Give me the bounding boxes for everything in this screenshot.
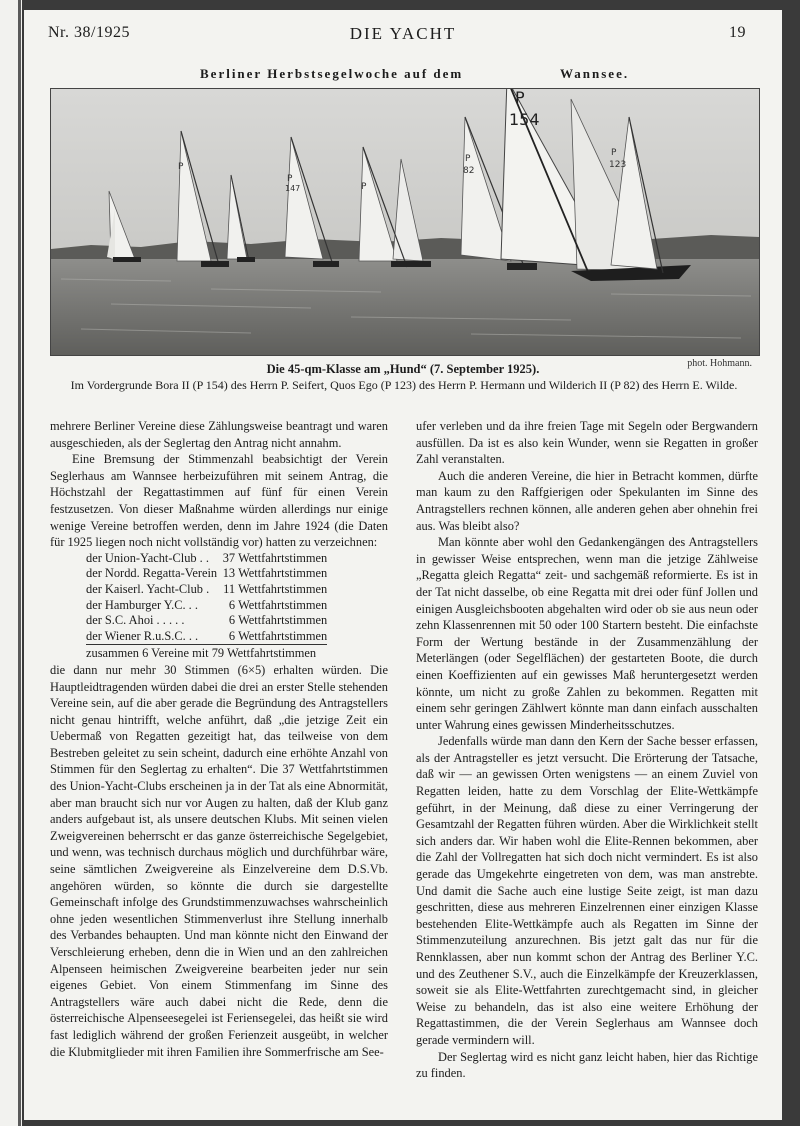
text-column-right bbox=[416, 418, 758, 1082]
caption-text: Im Vordergrunde Bora II (P 154) des Herrn P. Seifert, Quos Ego (P 123) des Herrn P. Hermann und Wilderich II (P 82) des Herrn E. Wilde. bbox=[70, 378, 738, 392]
regatta-photo bbox=[50, 88, 760, 356]
text-column-left bbox=[50, 418, 388, 1060]
table-row: der Union-Yacht-Club . . 37 Wettfahrtstimmen bbox=[86, 550, 328, 565]
vote-table bbox=[86, 551, 327, 646]
page-number: 19 bbox=[729, 24, 746, 41]
magazine-page bbox=[24, 10, 782, 1120]
table-row: der S.C. Ahoi . . . . . 6 Wettfahrtstimmen bbox=[86, 613, 328, 628]
table-total: zusammen 6 Vereine mit 79 Wettfahrtstimmen bbox=[86, 646, 317, 661]
svg-text:P: P bbox=[287, 174, 293, 184]
svg-text:P: P bbox=[178, 162, 184, 172]
svg-text:82: 82 bbox=[463, 166, 475, 176]
magazine-title: DIE YACHT bbox=[349, 24, 457, 43]
paragraph: mehrere Berliner Vereine diese Zählungsweise beantragt und waren ausgeschieden, als der Seglertag den Antrag nicht annahm. bbox=[50, 419, 388, 450]
article-heading-end: Wannsee. bbox=[560, 66, 630, 81]
paragraph: Auch die anderen Vereine, die hier in Betracht kommen, dürfte man kaum zu den Raffgierigen oder Spekulanten im Sinne des Antragstellers rechnen können, alle anderen gehen aber ohnehin frei aus. Was bleibt also? bbox=[416, 468, 758, 533]
table-row: der Nordd. Regatta-Verein 13 Wettfahrtstimmen bbox=[86, 566, 328, 581]
svg-text:P: P bbox=[465, 154, 471, 164]
paragraph: die dann nur mehr 30 Stimmen (6×5) erhalten würden. Die Hauptleidtragenden würden dabei die drei an erster Stelle stehenden Vereine sein, auf die aber gerade die Begründung des Antragstellers nicht genau hintrifft, welche anführt, daß „die jetzige Zeit ein Uebermaß von Regatten gezeitigt hat, das teilweise von dem Bestreben geleitet zu sein scheint, dadurch eine erhöhte Anzahl von Stimmen für den Seglertag zu erhalten“. Die 37 Wettfahrtstimmen des Union-Yacht-Clubs erscheinen ja in der Tat als eine Abnormität, aber man braucht sich nur vor Augen zu halten, daß der Klub ganz anders aufgebaut ist, als unsere deutschen Klubs. Mit seinen vielen Zweigvereinen beherrscht er das ganze österreichische Segelgebiet, und wenn, was technisch durchaus möglich und durchführbar wäre, seine sämtlichen Zweigvereine als Einzelvereine dem D.S.Vb. angehören würden, so könnte die durch sie dargestellte Gemeinschaft infolge des Grundstimmenzuwachses wahrscheinlich ohne jeden wesentlichen Stimmenverlust ihre Stellung innerhalb des Verbandes behaupten. Und man könnte nicht den Einwand der Verschleierung erheben, denn die in Wien und an den zahlreichen Alpenseen heimischen Zweigvereine bearbeiten jeder nur sein eigenes Gebiet. Von einem Stimmenfang im Sinne des Antragstellers wäre auch dabei nicht die Rede, denn die österreichische Alpenseesegelei ist Feriensegelei, das heißt sie wird fast lediglich während der großen Ferienzeit ausgeübt, in welcher die Klubmitglieder mit ihren Familien ihre Sommerfrische am See- bbox=[50, 662, 388, 1059]
scan-border bbox=[784, 0, 800, 1126]
paragraph: Der Seglertag wird es nicht ganz leicht haben, hier das Richtige zu finden. bbox=[416, 1049, 758, 1081]
issue-number: Nr. 38/1925 bbox=[48, 24, 130, 41]
table-row: der Wiener R.u.S.C. . . 6 Wettfahrtstimmen bbox=[86, 629, 327, 645]
svg-text:123: 123 bbox=[609, 160, 627, 170]
svg-text:P: P bbox=[611, 148, 617, 158]
paragraph: Eine Bremsung der Stimmenzahl beabsichtigt der Verein Seglerhaus am Wannsee herbeizuführen mit seinem Antrag, die Höchstzahl der Regattastimmen auf fünf für einen Verein festzusetzen. Von dieser Maßnahme würden allerdings nur einige wenige Vereine betroffen werden, denn im Jahre 1924 (die Daten für 1925 liegen noch nicht vollständig vor) hatten zu verzeichnen: bbox=[50, 452, 388, 550]
adjacent-page-edge bbox=[0, 0, 22, 1126]
table-row: der Kaiserl. Yacht-Club . 11 Wettfahrtstimmen bbox=[86, 581, 328, 596]
photo-credit: phot. Hohmann. bbox=[687, 358, 752, 369]
svg-text:P: P bbox=[515, 89, 525, 107]
caption-title: Die 45-qm-Klasse am „Hund“ (7. September 1925). bbox=[266, 362, 540, 376]
svg-text:147: 147 bbox=[285, 184, 301, 193]
paragraph: ufer verleben und da ihre freien Tage mit Segeln oder Bergwandern ausfüllen. Da ist es also kein Wunder, wenn sie Regatten in großer Zahl veranstalten. bbox=[416, 419, 758, 467]
article-heading: Berliner Herbstsegelwoche auf dem bbox=[200, 66, 464, 81]
svg-text:154: 154 bbox=[509, 110, 540, 129]
paragraph: Man könnte aber wohl den Gedankengängen des Antragstellers in gewisser Weise entsprechen, wenn man die jetzige Zählweise „Regatta gleich Regatta“ zeit- und sachgemäß reformierte. Es ist in der Tat nicht dasselbe, ob eine Regatta mit drei oder fünf Jollen und einigen Ausgleichsbooten abgehalten wird oder ob sie aus neun oder zehn Klassenrennen mit 50 oder 100 Startern besteht. Die einfachste Form der Wertung bestände in der Zusammenzählung der Meterlängen (oder Segelflächen) der gestarteten Boote, die durch einen Koeffizienten auf ein gewisses Maß heruntergesetzt werden könnte, um nicht zu große Zahlen zu bekommen. Regatten mit einem sehr geringen Zählwert könnte man dann einfach ausschalten unter Wahrung eines gewissen Minderheitsschutzes. bbox=[416, 535, 758, 732]
paragraph: Jedenfalls würde man dann den Kern der Sache besser erfassen, als der Antragsteller es jetzt versucht. Die Erörterung der Tatsache, daß wir — an gewissen Orten wenigstens — an einem Zuviel von Regatten leiden, hatte zu dem Vorschlag der Elite-Wettkämpfe geführt, in der Meinung, daß diese zu einer Verringerung der Gesamtzahl der Regatten führen würden. Aber die Wirklichkeit stellt sich anders dar. Wir haben wohl die Elite-Rennen bekommen, aber die Zahl der Vollregatten hat sich doch nicht vermindert. Es ist also gerade das Umgekehrte eingetreten von dem, was man anstrebte. Und damit die Sache auch eine lustige Seite zeigt, ist man dazu geschritten, diese aus mehreren Einzelrennen einer einzigen Klasse bestehenden Elite-Wettkämpfe auch als Regatten im Sinne der Stimmenzuteilung anzurechnen. Bis jetzt galt das nur für die Rennklassen, aber nun kommt schon der Antrag des Berliner Y.C. und des Zeuthener S.V., auch die Einzelkämpfe der Kreuzerklassen, soweit sie als Elite-Wettfahrten zurechtgemacht sind, in gleicher Weise zu behandeln, das ist also eine weitere Erhöhung der Regattastimmen, die der Verein Seglerhaus am Wannsee doch gerade vermindern will. bbox=[416, 734, 758, 1047]
svg-text:P: P bbox=[361, 182, 367, 192]
table-row: der Hamburger Y.C. . . 6 Wettfahrtstimmen bbox=[86, 597, 328, 612]
